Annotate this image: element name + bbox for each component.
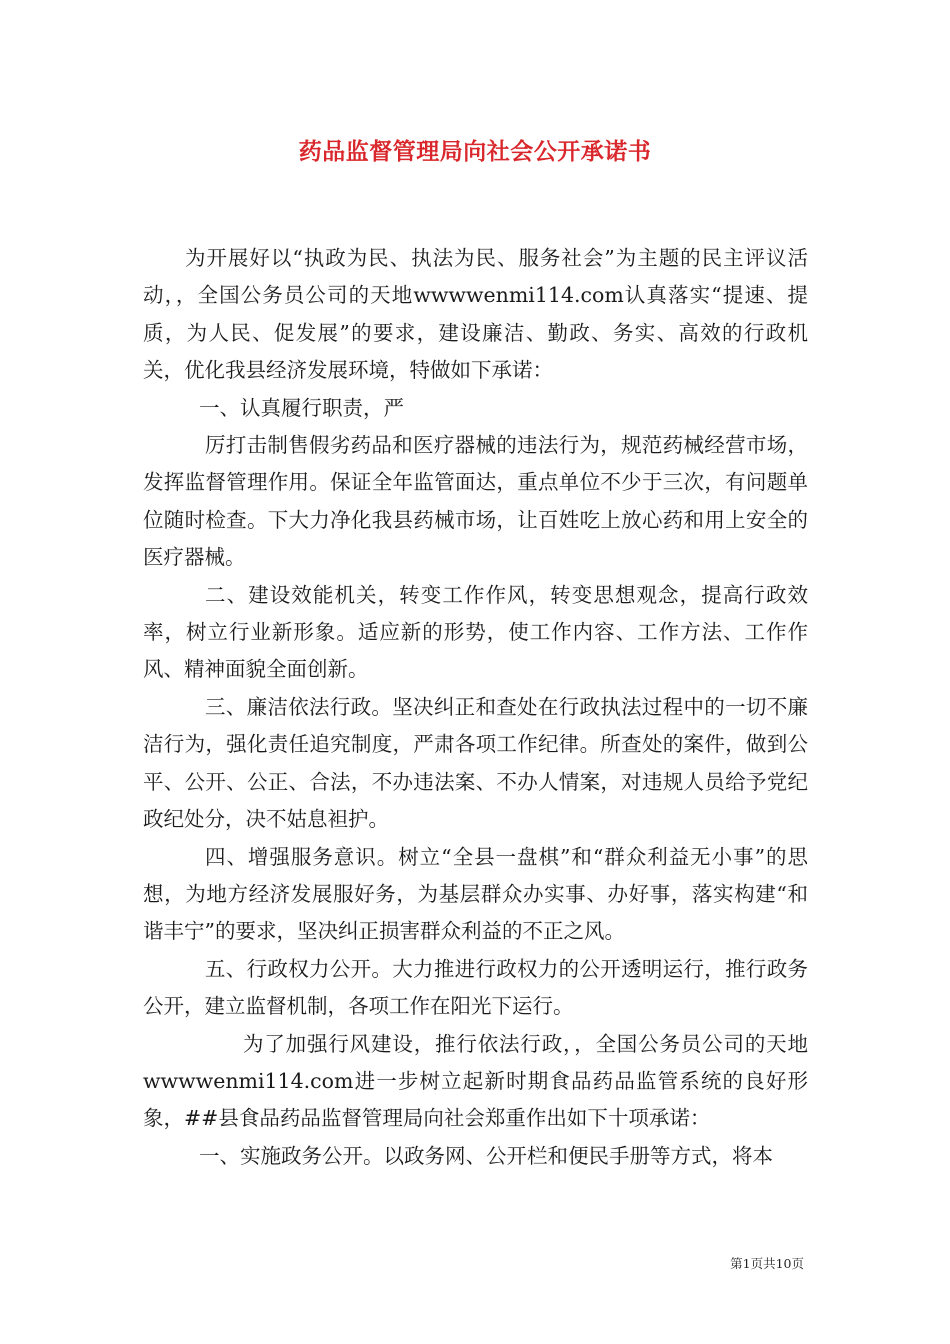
paragraph-intro: 为开展好以“执政为民、执法为民、服务社会”为主题的民主评议活动，，全国公务员公司的天地wwwwenmi114.com认真落实“提速、提质，为人民、促发展”的要求，建设廉洁、勤政、务实、高效的行政机关，优化我县经济发展环境，特做如下承诺：: [143, 246, 808, 383]
paragraph-ten-commitments-intro: 为了加强行风建设，推行依法行政，，全国公务员公司的天地wwwwenmi114.com进一步树立起新时期食品药品监管系统的良好形象，##县食品药品监督管理局向社会郑重作出如下十项承诺：: [143, 1031, 808, 1131]
page-indicator: 第1页共10页: [730, 1256, 804, 1271]
document-title: 药品监督管理局向社会公开承诺书: [298, 138, 652, 165]
paragraph-item-1-body: 厉打击制售假劣药品和医疗器械的违法行为，规范药械经营市场，发挥监督管理作用。保证全年监管面达，重点单位不少于三次，有问题单位随时检查。下大力净化我县药械市场，让百姓吃上放心药和用上安全的医疗器械。: [143, 433, 808, 570]
paragraph-item-3: 三、廉洁依法行政。坚决纠正和查处在行政执法过程中的一切不廉洁行为，强化责任追究制度，严肃各项工作纪律。所查处的案件，做到公平、公开、公正、合法，不办违法案、不办人情案，对违规人员给予党纪政纪处分，决不姑息袒护。: [143, 694, 808, 832]
paragraph-item-1-heading: 一、认真履行职责，严: [199, 395, 404, 420]
paragraph-item-5: 五、行政权力公开。大力推进行政权力的公开透明运行，推行政务公开，建立监督机制，各项工作在阳光下运行。: [143, 956, 808, 1019]
paragraph-commitment-1: 一、实施政务公开。以政务网、公开栏和便民手册等方式，将本: [199, 1143, 773, 1168]
paragraph-item-2: 二、建设效能机关，转变工作作风，转变思想观念，提高行政效率，树立行业新形象。适应新的形势，使工作内容、工作方法、工作作风、精神面貌全面创新。: [143, 582, 808, 682]
paragraph-item-4: 四、增强服务意识。树立“全县一盘棋”和“群众利益无小事”的思想，为地方经济发展服好务，为基层群众办实事、办好事，落实构建“和谐丰宁”的要求，坚决纠正损害群众利益的不正之风。: [143, 844, 808, 944]
document-body: [143, 240, 808, 1175]
